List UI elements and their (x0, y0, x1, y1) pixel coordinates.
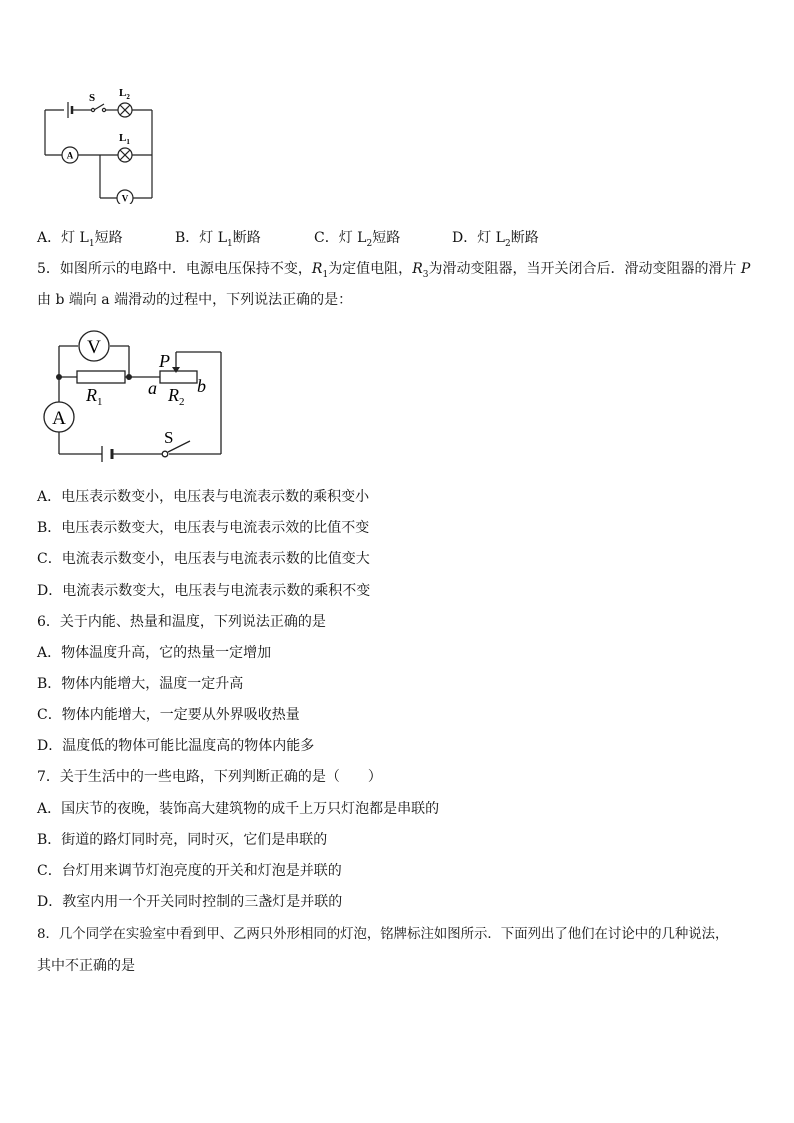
q7-option-b[interactable]: B．街道的路灯同时亮，同时灭，它们是串联的 (37, 832, 328, 848)
q6-option-a[interactable]: A．物体温度升高，它的热量一定增加 (37, 645, 272, 661)
q6-stem: 6．关于内能、热量和温度，下列说法正确的是 (37, 614, 326, 630)
ammeter-symbol (62, 147, 78, 163)
ammeter-symbol (44, 402, 74, 432)
q4-option-c[interactable]: C．灯 $L_2$短路 (314, 230, 401, 249)
q4-option-d[interactable]: D．灯 $L_2$断路 (452, 230, 539, 249)
q5-option-d[interactable]: D．电流表示数变大，电压表与电流表示数的乘积不变 (37, 583, 371, 599)
q6-option-c[interactable]: C．物体内能增大，一定要从外界吸收热量 (37, 707, 300, 723)
q4-option-b[interactable]: B．灯 $L_1$断路 (175, 230, 261, 249)
q5-option-b[interactable]: B．电压表示数变大，电压表与电流表示效的比值不变 (37, 520, 370, 536)
q8-stem-line2: 其中不正确的是 (37, 958, 135, 974)
lamp-l2-symbol (118, 103, 132, 117)
q5-stem-line1: 5．如图所示的电路中．电源电压保持不变，$R_1$为定值电阻，$R_3$为滑动变阻器，当开关闭合后．滑动变阻器的滑片 P (37, 261, 751, 280)
battery-symbol (102, 446, 112, 462)
lamp-l1-symbol (118, 148, 132, 162)
q4-option-a[interactable]: A．灯 $L_1$短路 (37, 230, 123, 249)
circuit-diagram-2 (40, 330, 230, 465)
q6-option-b[interactable]: B．物体内能增大，温度一定升高 (37, 676, 244, 692)
r1-label: $R_1$ (86, 385, 103, 408)
svg-text:V: V (121, 193, 129, 204)
q5-stem-line2: 由 b 端向 a 端滑动的过程中，下列说法正确的是： (37, 292, 353, 308)
q7-option-d[interactable]: D．教室内用一个开关同时控制的三盏灯是并联的 (37, 894, 343, 910)
q5-option-c[interactable]: C．电流表示数变小，电压表与电流表示数的比值变大 (37, 551, 370, 567)
voltmeter-symbol (79, 331, 109, 361)
end-b-label: b (197, 376, 206, 396)
circuit-diagram-1 (38, 84, 158, 204)
rheostat-r2-symbol (160, 371, 197, 383)
q7-option-a[interactable]: A．国庆节的夜晚，装饰高大建筑物的成千上万只灯泡都是串联的 (37, 801, 440, 817)
switch-label: S (89, 92, 96, 104)
q8-stem-line1: 8．几个同学在实验室中看到甲、乙两只外形相同的灯泡，铭牌标注如图所示．下面列出了他们在讨论中的几种说法， (37, 927, 729, 942)
lamp-l1-label: $L_1$ (119, 132, 130, 146)
slider-p-label: P (159, 351, 170, 371)
r2-label: $R_2$ (168, 385, 185, 408)
q5-option-a[interactable]: A．电压表示数变小，电压表与电流表示数的乘积变小 (37, 489, 370, 505)
lamp-l2-label: $L_2$ (119, 87, 130, 101)
q6-option-d[interactable]: D．温度低的物体可能比温度高的物体内能多 (37, 738, 315, 754)
resistor-r1-symbol (77, 371, 125, 383)
switch-label: S (164, 428, 174, 447)
switch-symbol (91, 104, 105, 112)
q7-stem: 7．关于生活中的一些电路，下列判断正确的是（ ） (37, 769, 382, 785)
voltmeter-symbol (117, 190, 133, 204)
battery-symbol (68, 102, 78, 118)
end-a-label: a (148, 378, 157, 398)
svg-text:V: V (87, 337, 101, 358)
svg-text:A: A (52, 408, 66, 429)
svg-text:A: A (66, 150, 74, 161)
q7-option-c[interactable]: C．台灯用来调节灯泡亮度的开关和灯泡是并联的 (37, 863, 342, 879)
